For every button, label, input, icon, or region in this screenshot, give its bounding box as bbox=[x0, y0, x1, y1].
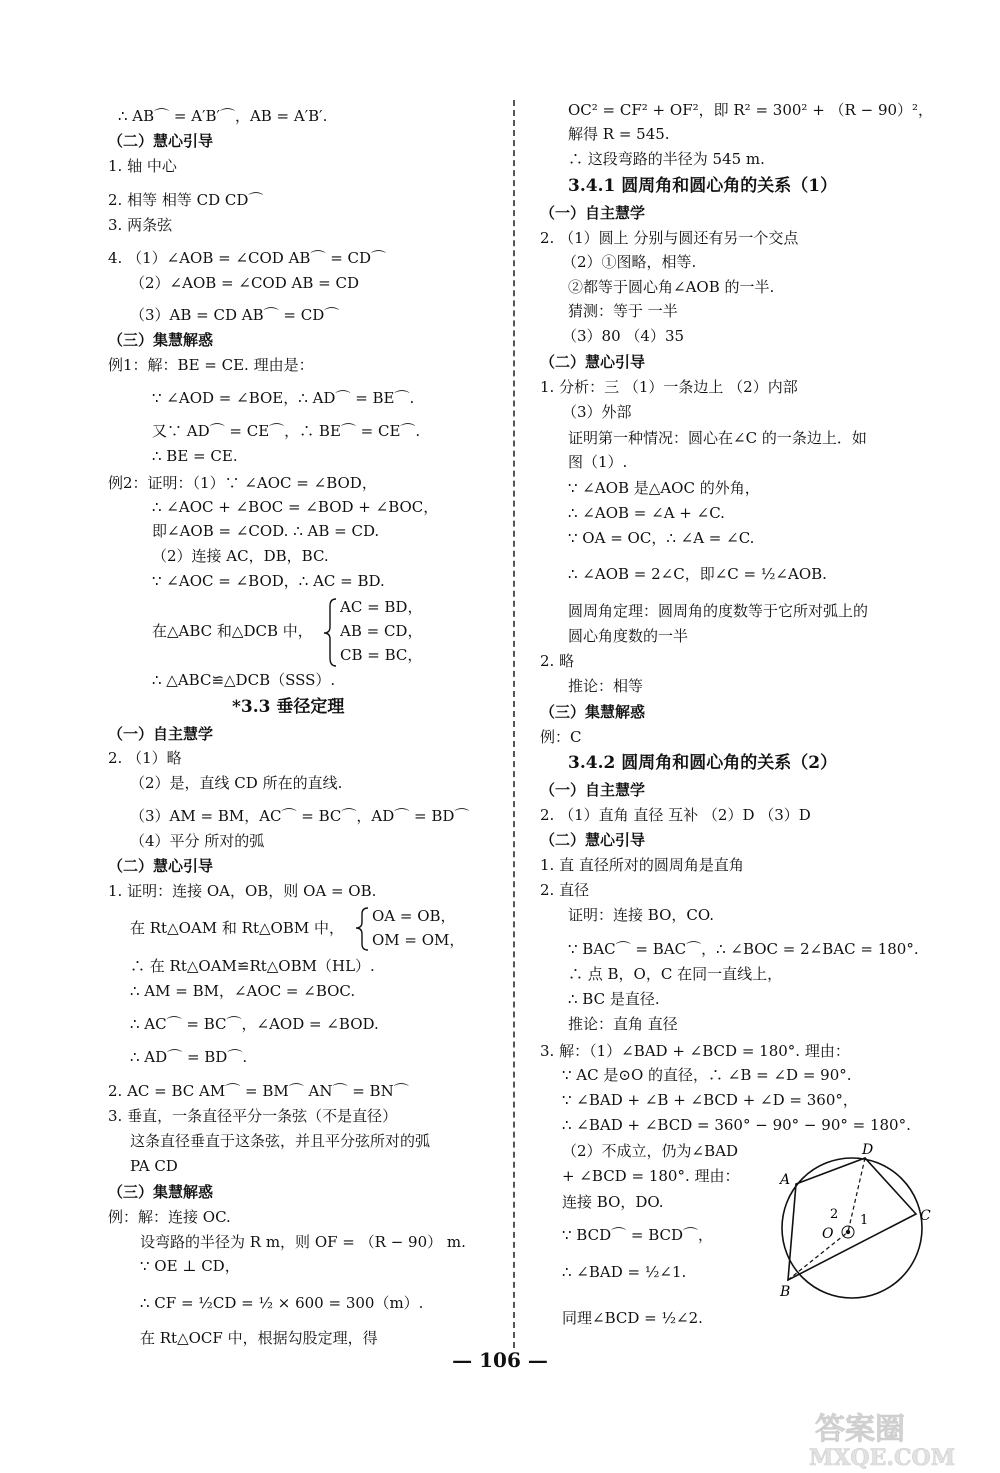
left-text-line: 在△ABC 和△DCB 中， bbox=[152, 622, 313, 640]
right-text-line: （2）不成立，仍为∠BAD bbox=[562, 1142, 738, 1160]
left-text-line: （2）∠AOB = ∠COD AB = CD bbox=[130, 274, 359, 292]
left-text-line: ∴ △ABC≌△DCB（SSS）. bbox=[152, 671, 336, 689]
right-text-line: ∵ BAC⌒ = BAC⌒，∴ ∠BOC = 2∠BAC = 180°. bbox=[568, 940, 919, 958]
left-text-line: 1. 证明：连接 OA，OB，则 OA = OB. bbox=[108, 882, 377, 900]
left-text-line: ∴ 在 Rt△OAM≌Rt△OBM（HL）. bbox=[130, 957, 375, 975]
right-text-line: ∵ AC 是⊙O 的直径，∴ ∠B = ∠D = 90°. bbox=[562, 1066, 852, 1084]
right-text-line: 连接 BO，DO. bbox=[562, 1193, 664, 1211]
left-text-line: ∴ AD⌒ = BD⌒. bbox=[130, 1048, 248, 1066]
right-text-line: ∴ BC 是直径. bbox=[568, 990, 660, 1008]
left-text-line: （3）AB = CD AB⌒ = CD⌒ bbox=[130, 306, 340, 324]
left-text-line: （一）自主慧学 bbox=[108, 725, 214, 743]
left-text-line: ∴ BE = CE. bbox=[152, 447, 238, 465]
label-d: D bbox=[862, 1142, 874, 1158]
right-text-line: ∵ OA = OC，∴ ∠A = ∠C. bbox=[568, 529, 755, 547]
left-text-line: ∴ AB⌒ = A′B′⌒，AB = A′B′. bbox=[118, 107, 328, 125]
right-text-line: 圆心角度数的一半 bbox=[568, 627, 689, 645]
right-text-line: 图（1）. bbox=[568, 453, 628, 471]
left-text-line: OA = OB， bbox=[372, 907, 456, 925]
right-text-line: ∵ ∠AOB 是△AOC 的外角， bbox=[568, 479, 760, 497]
brace-sss bbox=[324, 599, 336, 666]
left-text-line: *3.3 垂径定理 bbox=[232, 697, 345, 717]
left-text-line: （4）平分 所对的弧 bbox=[130, 832, 265, 850]
left-text-line: ∵ ∠AOD = ∠BOE，∴ AD⌒ = BE⌒. bbox=[152, 389, 415, 407]
right-text-line: （三）集慧解惑 bbox=[540, 703, 646, 721]
left-text-line: 1. 轴 中心 bbox=[108, 157, 177, 175]
left-text-line: ∴ CF = ½CD = ½ × 600 = 300（m）. bbox=[140, 1294, 424, 1312]
left-text-line: 在 Rt△OAM 和 Rt△OBM 中， bbox=[130, 919, 344, 937]
right-text-line: 2. （1）圆上 分别与圆还有另一个交点 bbox=[540, 229, 799, 247]
left-text-line: 例2：证明：（1）∵ ∠AOC = ∠BOD， bbox=[108, 474, 377, 492]
left-text-line: 又∵ AD⌒ = CE⌒，∴ BE⌒ = CE⌒. bbox=[152, 422, 421, 440]
right-text-line: （3）80 （4）35 bbox=[562, 327, 685, 345]
left-text-line: （二）慧心引导 bbox=[108, 132, 214, 150]
right-text-line: ②都等于圆心角∠AOB 的一半. bbox=[568, 278, 775, 296]
left-text-line: 3. 垂直，一条直径平分一条弦（不是直径） bbox=[108, 1107, 398, 1125]
right-text-line: 1. 直 直径所对的圆周角是直角 bbox=[540, 856, 744, 874]
right-text-line: ∴ ∠AOB = 2∠C，即∠C = ½∠AOB. bbox=[568, 565, 827, 583]
right-text-line: （3）外部 bbox=[562, 403, 632, 421]
right-text-line: 猜测：等于 一半 bbox=[568, 302, 678, 320]
brace-hl bbox=[356, 908, 368, 950]
left-text-line: ∵ OE ⊥ CD， bbox=[140, 1257, 240, 1275]
watermark-top: 答案圈 bbox=[815, 1412, 905, 1447]
right-text-line: 2. 直径 bbox=[540, 881, 590, 899]
right-text-line: （二）慧心引导 bbox=[540, 353, 646, 371]
left-text-line: ∴ AM = BM，∠AOC = ∠BOC. bbox=[130, 982, 356, 1000]
right-text-line: （2）①图略，相等. bbox=[562, 253, 697, 271]
left-text-line: 即∠AOB = ∠COD. ∴ AB = CD. bbox=[152, 522, 380, 540]
left-text-line: （2）是，直线 CD 所在的直线. bbox=[130, 774, 343, 792]
right-text-line: 例：C bbox=[540, 728, 582, 746]
left-text-line: ∵ ∠AOC = ∠BOD，∴ AC = BD. bbox=[152, 572, 385, 590]
right-text-line: 证明第一种情况：圆心在∠C 的一条边上．如 bbox=[568, 429, 867, 447]
left-text-line: 例：解：连接 OC. bbox=[108, 1208, 231, 1226]
left-text-line: ∴ ∠AOC + ∠BOC = ∠BOD + ∠BOC， bbox=[152, 498, 439, 516]
right-text-line: 解得 R = 545. bbox=[568, 125, 670, 143]
right-text-line: （二）慧心引导 bbox=[540, 831, 646, 849]
left-text-line: （2）连接 AC，DB，BC. bbox=[152, 547, 329, 565]
right-text-line: + ∠BCD = 180°. 理由： bbox=[562, 1167, 740, 1185]
right-text-line: 3.4.1 圆周角和圆心角的关系（1） bbox=[568, 176, 838, 196]
label-b: B bbox=[780, 1284, 791, 1300]
right-text-line: ∴ 这段弯路的半径为 545 m. bbox=[568, 150, 765, 168]
right-text-line: （一）自主慧学 bbox=[540, 781, 646, 799]
right-text-line: 2. 略 bbox=[540, 652, 575, 670]
right-text-line: 同理∠BCD = ½∠2. bbox=[562, 1309, 703, 1327]
right-text-line: OC² = CF² + OF²，即 R² = 300² + （R − 90）²， bbox=[568, 101, 934, 119]
right-text-line: 3.4.2 圆周角和圆心角的关系（2） bbox=[568, 753, 838, 773]
right-text-line: 推论：相等 bbox=[568, 677, 644, 695]
right-text-line: 证明：连接 BO，CO. bbox=[568, 906, 715, 924]
label-o: O bbox=[822, 1226, 834, 1242]
left-text-line: 4. （1）∠AOB = ∠COD AB⌒ = CD⌒ bbox=[108, 249, 387, 267]
left-text-line: CB = BC， bbox=[340, 646, 423, 664]
right-text-line: 2. （1）直角 直径 互补 （2）D （3）D bbox=[540, 806, 811, 824]
left-text-line: 2. 相等 相等 CD CD⌒ bbox=[108, 191, 264, 209]
left-text-line: （三）集慧解惑 bbox=[108, 331, 214, 349]
left-text-line: 例1：解：BE = CE. 理由是： bbox=[108, 356, 314, 374]
left-text-line: OM = OM， bbox=[372, 931, 465, 949]
right-text-line: 3. 解：（1）∠BAD + ∠BCD = 180°. 理由： bbox=[540, 1042, 850, 1060]
left-text-line: AC = BD， bbox=[340, 598, 423, 616]
label-c: C bbox=[920, 1208, 931, 1224]
left-text-line: 2. （1）略 bbox=[108, 749, 182, 767]
left-text-line: （3）AM = BM，AC⌒ = BC⌒，AD⌒ = BD⌒ bbox=[130, 807, 470, 825]
right-text-line: ∵ ∠BAD + ∠B + ∠BCD + ∠D = 360°， bbox=[562, 1091, 858, 1109]
right-text-line: ∴ ∠AOB = ∠A + ∠C. bbox=[568, 504, 725, 522]
right-text-line: ∴ 点 B，O，C 在同一直线上， bbox=[568, 965, 783, 983]
page-number: — 106 — bbox=[452, 1348, 548, 1372]
label-a: A bbox=[780, 1172, 791, 1188]
left-text-line: 2. AC = BC AM⌒ = BM⌒ AN⌒ = BN⌒ bbox=[108, 1082, 409, 1100]
label-angle-1: 1 bbox=[860, 1213, 869, 1228]
right-text-line: ∵ BCD⌒ = BCD⌒， bbox=[562, 1226, 714, 1244]
left-text-line: 这条直径垂直于这条弦，并且平分弦所对的弧 bbox=[130, 1132, 431, 1150]
watermark-bottom: MXQE.COM bbox=[809, 1445, 956, 1469]
left-text-line: 设弯路的半径为 R m，则 OF = （R − 90） m. bbox=[140, 1233, 466, 1251]
right-text-line: ∴ ∠BAD = ½∠1. bbox=[562, 1263, 687, 1281]
right-text-line: ∴ ∠BAD + ∠BCD = 360° − 90° − 90° = 180°. bbox=[562, 1116, 911, 1134]
left-text-line: （二）慧心引导 bbox=[108, 857, 214, 875]
right-text-line: 推论：直角 直径 bbox=[568, 1015, 678, 1033]
left-text-line: AB = CD， bbox=[340, 622, 423, 640]
left-text-line: PA CD bbox=[130, 1157, 178, 1175]
right-text-line: （一）自主慧学 bbox=[540, 204, 646, 222]
right-text-line: 圆周角定理：圆周角的度数等于它所对弧上的 bbox=[568, 602, 869, 620]
left-text-line: 3. 两条弦 bbox=[108, 216, 173, 234]
label-angle-2: 2 bbox=[830, 1207, 839, 1222]
right-text-line: 1. 分析：三 （1）一条边上 （2）内部 bbox=[540, 378, 798, 396]
left-text-line: ∴ AC⌒ = BC⌒，∠AOD = ∠BOD. bbox=[130, 1015, 379, 1033]
left-text-line: 在 Rt△OCF 中，根据勾股定理，得 bbox=[140, 1329, 378, 1347]
left-text-line: （三）集慧解惑 bbox=[108, 1183, 214, 1201]
